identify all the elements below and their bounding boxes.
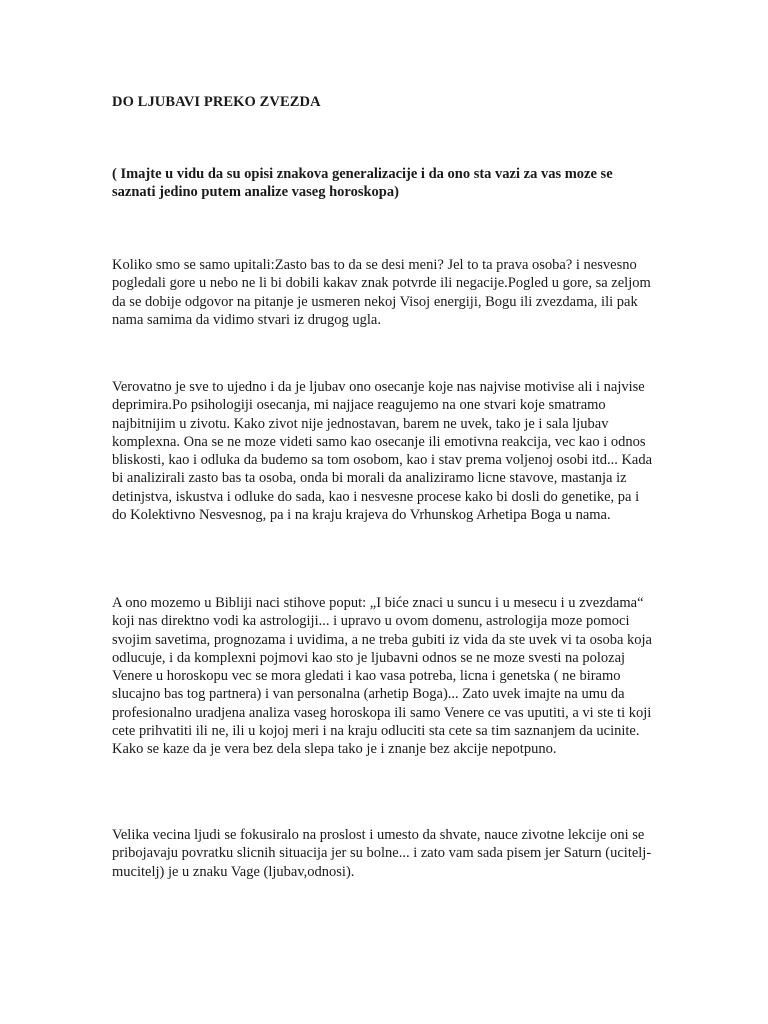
paragraph-3: A ono mozemo u Bibliji naci stihove poput: „I biće znaci u suncu i u mesecu i u zvezdama“ koji nas direktno vodi ka astrologiji... i upravo u ovom domenu, astrologija moze pomoci svojim savetima, prognozama i uvidima, a ne treba gubiti iz vida da ste uvek vi ta osoba koja odlucuje, i da komplexni pojmovi kao sto je ljubavni odnos se ne moze svesti na polozaj Venere u horoskopu vec se mora gledati i kao vasa potreba, licna i genetska ( ne biramo slucajno bas tog partnera) i van personalna (arhetip Boga)... Zato uvek imajte na umu da profesionalno uradjena analiza vaseg horoskopa ili samo Venere ce vas uputiti, a vi ste ti koji cete prihvatiti ili ne, ili u kojoj meri i na kraju odluciti sta cete sa tim saznanjem da ucinite. Kako se kaze da je vera bez dela slepa tako je i znanje bez akcije nepotpuno. (112, 595, 652, 758)
paragraph-4: Velika vecina ljudi se fokusiralo na proslost i umesto da shvate, nauce zivotne lekcije oni se pribojavaju povratku slicnih situacija jer su bolne... i zato vam sada pisem jer Saturn (ucitelj-mucitelj) je u znaku Vage (ljubav,odnosi). (112, 827, 652, 880)
document-title: DO LJUBAVI PREKO ZVEZDA (112, 94, 321, 110)
paragraph-1: Koliko smo se samo upitali:Zasto bas to da se desi meni? Jel to ta prava osoba? i nesvesno pogledali gore u nebo ne li bi dobili kakav znak potvrde ili negacije.Pogled u gore, sa zeljom da se dobije odgovor na pitanje je usmeren nekoj Visoj energiji, Bogu ili zvezdama, ili pak nama samima da vidimo stvari iz drugog ugla. (112, 257, 651, 328)
paragraph-2: Verovatno je sve to ujedno i da je ljubav ono osecanje koje nas najvise motivise ali i najvise deprimira.Po psihologiji osecanja, mi najjace reagujemo na one stvari koje smatramo najbitnijim u zivotu. Kako zivot nije jednostavan, barem ne uvek, tako je i sala ljubav komplexna. Ona se ne moze videti samo kao osecanje ili emotivna reakcija, vec kao i odnos bliskosti, kao i odluka da budemo sa tom osobom, kao i stav prema voljenoj osobi itd... Kada bi analizirali zasto bas ta osoba, onda bi morali da analiziramo licne stavove, mastanja iz detinjstva, iskustva i odluke do sada, kao i nesvesne procese kako bi dosli do genetike, pa i do Kolektivno Nesvesnog, pa i na kraju krajeva do Vrhunskog Arhetipa Boga u nama. (112, 379, 653, 524)
document-subtitle: ( Imajte u vidu da su opisi znakova generalizacije i da ono sta vazi za vas moze se saznati jedino putem analize vaseg horoskopa) (112, 166, 613, 200)
